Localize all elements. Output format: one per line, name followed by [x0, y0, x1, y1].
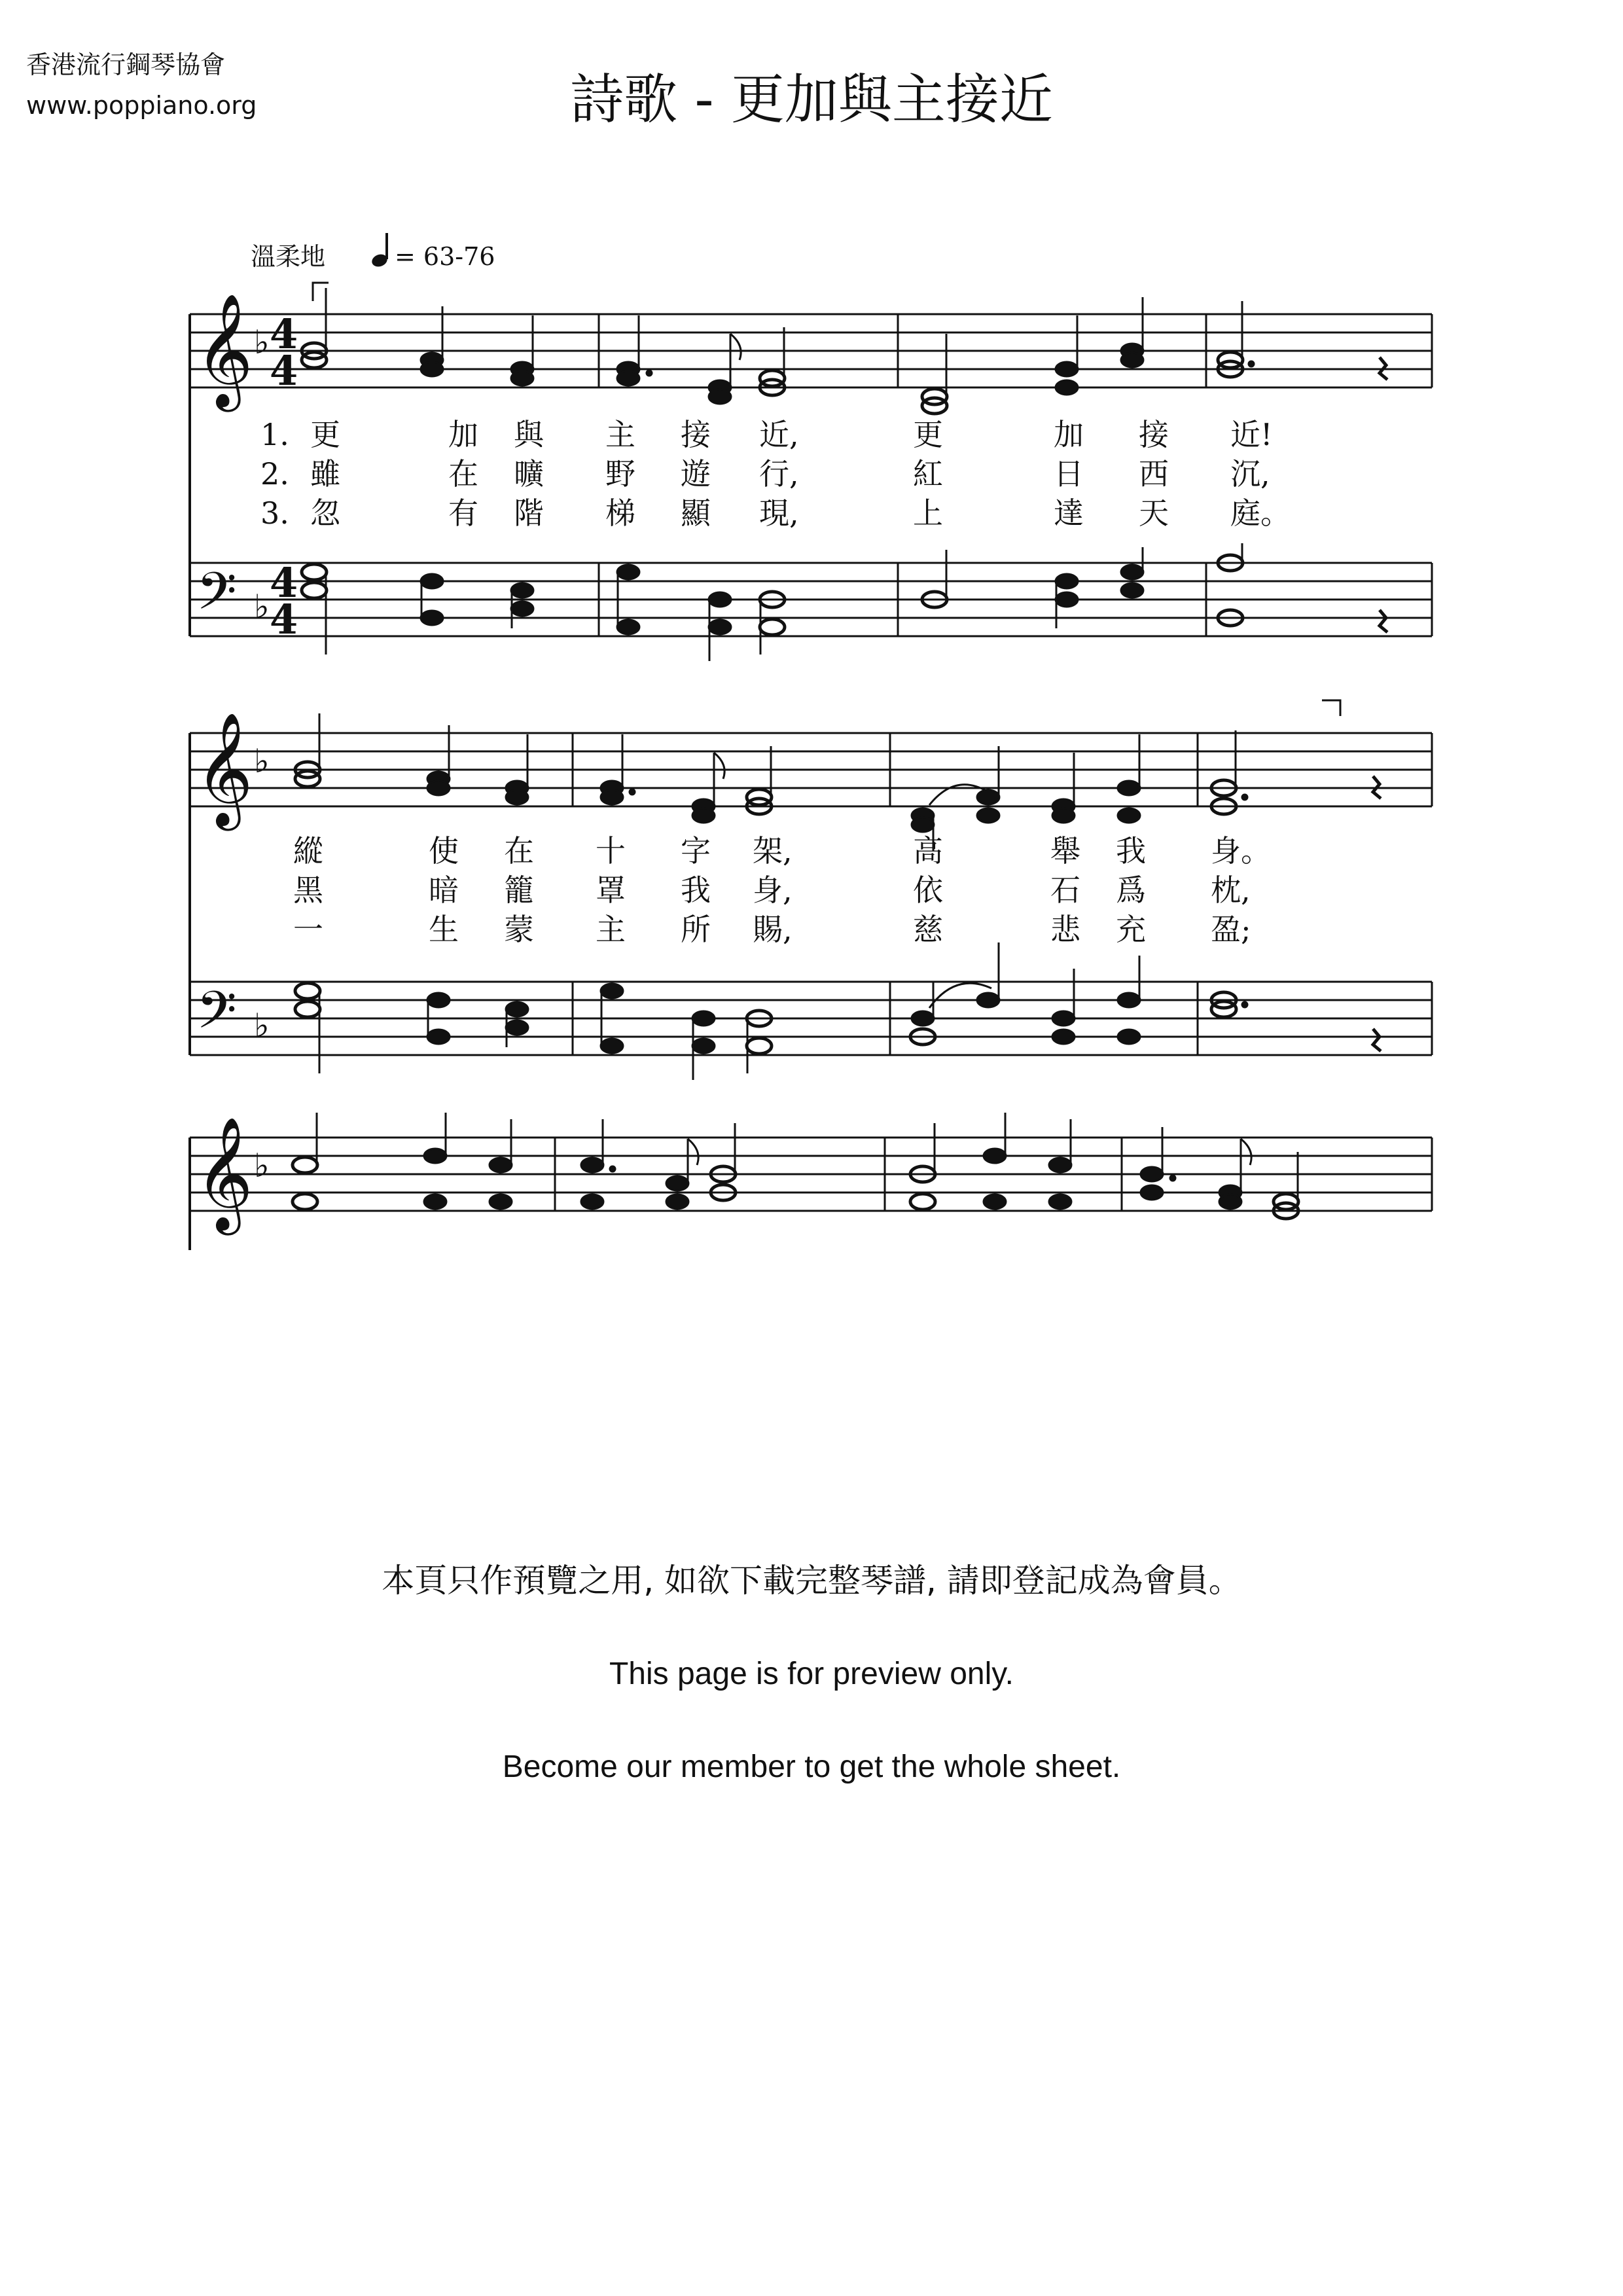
lyric: 黑 — [293, 872, 323, 908]
lyric: 爲 — [1116, 872, 1146, 908]
lyric: 野 — [605, 456, 635, 492]
lyric: 在 — [504, 833, 534, 869]
bass-staff-2 — [190, 982, 1432, 1055]
lyric: 蒙 — [504, 912, 534, 947]
lyric: 架, — [753, 833, 793, 869]
lyric: 暗 — [429, 872, 459, 908]
lyric: 忽 — [310, 495, 340, 531]
page-title: 詩歌 - 更加與主接近 — [570, 69, 1053, 131]
lyric: 慈 — [913, 912, 943, 947]
lyric: 使 — [429, 833, 459, 869]
lyric: 曠 — [514, 456, 544, 492]
tempo-value: = 63-76 — [395, 242, 495, 271]
lyric: 加 — [1054, 417, 1084, 452]
lyric: 天 — [1139, 495, 1169, 531]
lyrics-system-2 — [293, 833, 1271, 947]
preview-cutoff — [0, 1250, 1623, 1525]
lyric: 上 — [913, 495, 943, 531]
lyric: 1. — [260, 417, 289, 452]
time-sig-top-bass: 4 — [270, 559, 298, 607]
key-flat-icon: ♭ — [254, 323, 270, 361]
preview-notice-en: This page is for preview only. — [609, 1657, 1014, 1691]
lyric: 更 — [913, 417, 943, 452]
lyric: 沉, — [1230, 456, 1270, 492]
lyric: 行, — [759, 456, 799, 492]
lyric: 主 — [605, 417, 635, 452]
lyric: 接 — [681, 417, 711, 452]
bass-clef-icon: 𝄢 — [196, 561, 237, 634]
bass-clef-icon: 𝄢 — [196, 980, 237, 1053]
lyric: 近! — [1230, 417, 1273, 452]
treble-staff-1 — [190, 314, 1432, 387]
lyric: 字 — [681, 833, 711, 869]
lyric: 生 — [429, 912, 459, 947]
treble-clef-icon: 𝄞 — [195, 712, 253, 826]
lyric: 接 — [1139, 417, 1169, 452]
bass-staff-1 — [190, 563, 1432, 636]
member-notice-en: Become our member to get the whole sheet. — [502, 1749, 1121, 1784]
treble-clef-icon: 𝄞 — [195, 293, 253, 407]
lyric: 所 — [681, 912, 711, 947]
lyric: 盈; — [1211, 912, 1251, 947]
notes-bass-1 — [302, 543, 1387, 661]
lyric: 3. — [260, 495, 289, 531]
lyric: 舉 — [1050, 833, 1080, 869]
lyric: 高 — [913, 833, 943, 869]
lyric: 梯 — [605, 495, 635, 531]
key-flat-icon: ♭ — [254, 1147, 270, 1185]
lyric: 主 — [596, 912, 626, 947]
system-3 — [190, 1138, 1432, 1257]
time-sig-bottom: 4 — [270, 347, 298, 395]
lyric: 充 — [1116, 912, 1146, 947]
lyric: 達 — [1054, 495, 1084, 531]
site-name: 香港流行鋼琴協會 — [26, 50, 226, 79]
time-sig-top: 4 — [270, 310, 298, 358]
lyric: 我 — [1116, 833, 1146, 869]
lyric: 罩 — [596, 872, 626, 908]
lyric: 西 — [1139, 456, 1169, 492]
time-sig-bottom-bass: 4 — [270, 596, 298, 643]
lyric: 身, — [753, 872, 793, 908]
tempo-text: 溫柔地 — [251, 242, 326, 271]
lyric: 顯 — [681, 495, 711, 531]
key-flat-icon: ♭ — [254, 742, 270, 780]
lyric: 枕, — [1211, 872, 1251, 908]
lyric: 一 — [293, 912, 323, 947]
lyric: 身。 — [1211, 833, 1271, 869]
lyric: 我 — [681, 872, 711, 908]
lyric: 在 — [448, 456, 478, 492]
lyric: 石 — [1050, 872, 1080, 908]
tempo-note-icon — [370, 233, 389, 269]
lyric: 更 — [310, 417, 340, 452]
site-url[interactable]: www.poppiano.org — [26, 91, 257, 120]
lyric: 紅 — [913, 456, 943, 492]
lyric: 階 — [514, 495, 544, 531]
lyric: 現, — [759, 495, 799, 531]
notes-bass-2 — [295, 942, 1381, 1080]
lyric: 遊 — [681, 456, 711, 492]
lyric: 縱 — [293, 833, 323, 869]
key-flat-icon-bass: ♭ — [254, 1007, 270, 1045]
lyric: 悲 — [1050, 912, 1080, 947]
lyric: 2. — [260, 456, 289, 492]
lyric: 賜, — [753, 912, 793, 947]
preview-notice-zh: 本頁只作預覽之用, 如欲下載完整琴譜, 請即登記成為會員。 — [382, 1562, 1241, 1600]
lyric: 依 — [913, 872, 943, 908]
lyric: 加 — [448, 417, 478, 452]
lyric: 籠 — [504, 872, 534, 908]
lyrics-system-1 — [260, 417, 1291, 531]
lyric: 與 — [514, 417, 544, 452]
treble-clef-icon: 𝄞 — [195, 1117, 253, 1230]
key-flat-icon-bass: ♭ — [254, 588, 270, 626]
lyric: 庭。 — [1230, 495, 1291, 531]
lyric: 日 — [1054, 456, 1084, 492]
lyric: 雖 — [310, 456, 340, 492]
notes-treble-3 — [293, 1113, 1298, 1219]
lyric: 近, — [759, 417, 799, 452]
lyric: 十 — [596, 833, 626, 869]
lyric: 有 — [448, 495, 478, 531]
